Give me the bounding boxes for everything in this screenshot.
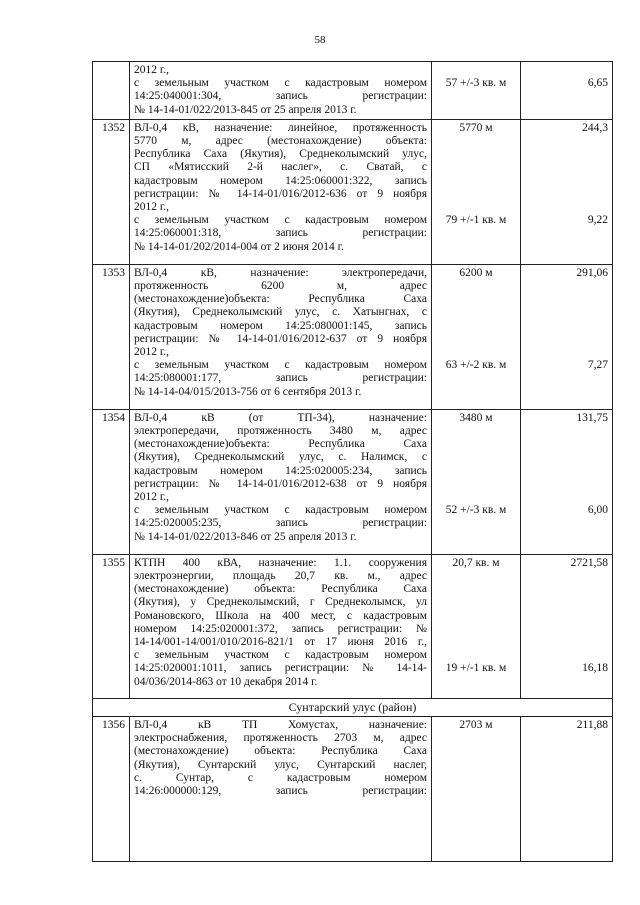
object-cost: 211,88 — [521, 717, 613, 862]
land-value: 9,22 — [587, 213, 608, 226]
land-area: 79 +/-1 кв. м — [445, 213, 507, 226]
description-line: 2012 г., — [134, 64, 170, 76]
description-line: с. Сунтар, с кадастровым номером — [134, 771, 427, 784]
description-line: с земельным участком с кадастровым номером — [134, 504, 427, 517]
description-line: (местонахождение)объекта: Республика Саха — [134, 438, 427, 451]
description-line: № 14-14-04/015/2013-756 от 6 сентября 2013 г. — [134, 385, 362, 398]
description-line: электроэнергии, площадь 20,7 кв. м., адрес — [134, 570, 427, 583]
row-number: 1354 — [93, 409, 130, 554]
description-line: 14:25:040001:304, запись регистрации: — [134, 90, 427, 103]
description-line: ВЛ-0,4 кВ, назначение: электропередачи, — [134, 266, 427, 279]
description-line: электроснабжения, протяженность 2703 м, адрес — [134, 732, 427, 745]
object-length: 2703 м — [432, 717, 521, 862]
description-line: 14:25:020001:1011, запись регистрации: № 14-14- — [134, 662, 427, 675]
description-line: 2012 г., — [134, 491, 170, 504]
object-length: 5770 м — [459, 121, 493, 134]
row-number: 1353 — [93, 264, 130, 409]
row-number: 1355 — [93, 554, 130, 698]
object-size — [432, 554, 521, 698]
description-line: 2012 г., — [134, 346, 170, 359]
description-line: 14:25:080001:177, запись регистрации: — [134, 372, 427, 385]
description-line: (местонахождение)объекта: Республика Саха — [134, 293, 427, 306]
description-line: 14:25:060001:318, запись регистрации: — [134, 227, 427, 240]
object-description — [130, 119, 432, 264]
description-line: Романовского, Школа на 400 мест, с кадастровым — [134, 609, 427, 622]
object-value — [521, 409, 613, 554]
object-cost: 244,3 — [582, 121, 608, 134]
description-line: (Якутия), у Среднеколымский, г Среднеколымск, ул — [134, 596, 427, 609]
section-heading-row — [93, 698, 613, 716]
description-line: СП «Мятисский 2-й наслег», с. Сватай, с — [134, 161, 427, 174]
description-line: протяженность 6200 м, адрес — [134, 280, 427, 293]
object-value — [521, 264, 613, 409]
description-line: с земельным участком с кадастровым номером — [134, 649, 427, 662]
description-line: (Якутия), Среднеколымский улус, с. Налимск, с — [134, 451, 427, 464]
page-number: 58 — [314, 34, 326, 46]
object-cost: 131,75 — [576, 411, 608, 424]
table-row — [93, 62, 613, 120]
object-size — [432, 409, 521, 554]
description-line: регистрации: № 14-14-01/016/2012-636 от 9 ноября — [134, 187, 427, 200]
description-line: № 14-14-01/022/2013-846 от 25 апреля 2013 г. — [134, 530, 357, 543]
row-number — [93, 62, 130, 120]
object-description — [130, 554, 432, 698]
description-line: № 14-14-01/202/2014-004 от 2 июня 2014 г. — [134, 240, 344, 253]
description-line: 14-14/001-14/001/010/2016-821/1 от 17 июня 2016 г., — [134, 636, 427, 649]
land-area: 63 +/-2 кв. м — [445, 358, 507, 371]
object-length: 6200 м — [459, 266, 493, 279]
object-length: 3480 м — [459, 411, 493, 424]
description-line: (Якутия), Среднеколымский улус, с. Хатынгнах, с — [134, 306, 427, 319]
row-number: 1356 — [93, 717, 130, 862]
land-value: 7,27 — [587, 358, 608, 371]
description-line: с земельным участком с кадастровым номером — [134, 359, 427, 372]
description-line: 14:25:020005:235, запись регистрации: — [134, 517, 427, 530]
description-line: 2012 г., — [134, 201, 170, 214]
table-row — [93, 264, 613, 409]
land-area: 52 +/-3 кв. м — [445, 503, 507, 516]
table-row — [93, 409, 613, 554]
description-line: (местонахождение) объекта: Республика Саха — [134, 583, 427, 596]
land-value: 6,00 — [587, 503, 608, 516]
description-line: 5770 м, адрес (местонахождение) объекта: — [134, 135, 427, 148]
description-line: номером 14:25:020001:372, запись регистрации: № — [134, 622, 427, 635]
row-number: 1352 — [93, 119, 130, 264]
description-line: с земельным участком с кадастровым номером — [134, 214, 427, 227]
object-value — [521, 119, 613, 264]
description-line: Республика Саха (Якутия), Среднеколымский улус, — [134, 148, 427, 161]
object-description — [130, 717, 432, 862]
description-line: кадастровым номером 14:25:020005:234, запись — [134, 464, 427, 477]
land-value: 16,18 — [582, 661, 608, 674]
land-area: 19 +/-1 кв. м — [445, 661, 507, 674]
table-row — [93, 717, 613, 862]
object-cost: 291,06 — [576, 266, 608, 279]
description-line: (Якутия), Сунтарский улус, Сунтарский наслег, — [134, 758, 427, 771]
object-cost: 2721,58 — [570, 556, 608, 569]
object-value — [521, 554, 613, 698]
description-line: регистрации: № 14-14-01/016/2012-638 от 9 ноября — [134, 477, 427, 490]
object-size — [432, 119, 521, 264]
description-line: электропередачи, протяженность 3480 м, адрес — [134, 425, 427, 438]
description-line: КТПН 400 кВА, назначение: 1.1. сооружения — [134, 556, 427, 569]
description-line: ВЛ-0,4 кВ ТП Хомустах, назначение: — [134, 719, 427, 732]
description-line: 14:26:000000:129, запись регистрации: — [134, 785, 427, 798]
property-registry-table — [92, 61, 613, 862]
table-row — [93, 119, 613, 264]
object-value — [521, 62, 613, 120]
table-row — [93, 554, 613, 698]
description-line: кадастровым номером 14:25:080001:145, запись — [134, 319, 427, 332]
description-line: № 14-14-01/022/2013-845 от 25 апреля 2013 г. — [134, 103, 357, 116]
object-size — [432, 264, 521, 409]
description-line: (местонахождение) объекта: Республика Саха — [134, 745, 427, 758]
land-area: 57 +/-3 кв. м — [445, 77, 507, 89]
object-description — [130, 264, 432, 409]
description-line: ВЛ-0,4 кВ, назначение: линейное, протяженность — [134, 121, 427, 134]
land-value: 6,65 — [587, 77, 608, 89]
description-line: с земельным участком с кадастровым номером — [134, 77, 427, 90]
object-description — [130, 409, 432, 554]
description-line: кадастровым номером 14:25:060001:322, запись — [134, 174, 427, 187]
description-line: регистрации: № 14-14-01/016/2012-637 от 9 ноября — [134, 332, 427, 345]
object-area: 20,7 кв. м — [452, 556, 500, 569]
description-line: ВЛ-0,4 кВ (от ТП-34), назначение: — [134, 411, 427, 424]
description-line: 04/036/2014-863 от 10 декабря 2014 г. — [134, 675, 318, 688]
object-description — [130, 62, 432, 120]
object-size — [432, 62, 521, 120]
section-title: Сунтарский улус (район) — [93, 698, 613, 716]
